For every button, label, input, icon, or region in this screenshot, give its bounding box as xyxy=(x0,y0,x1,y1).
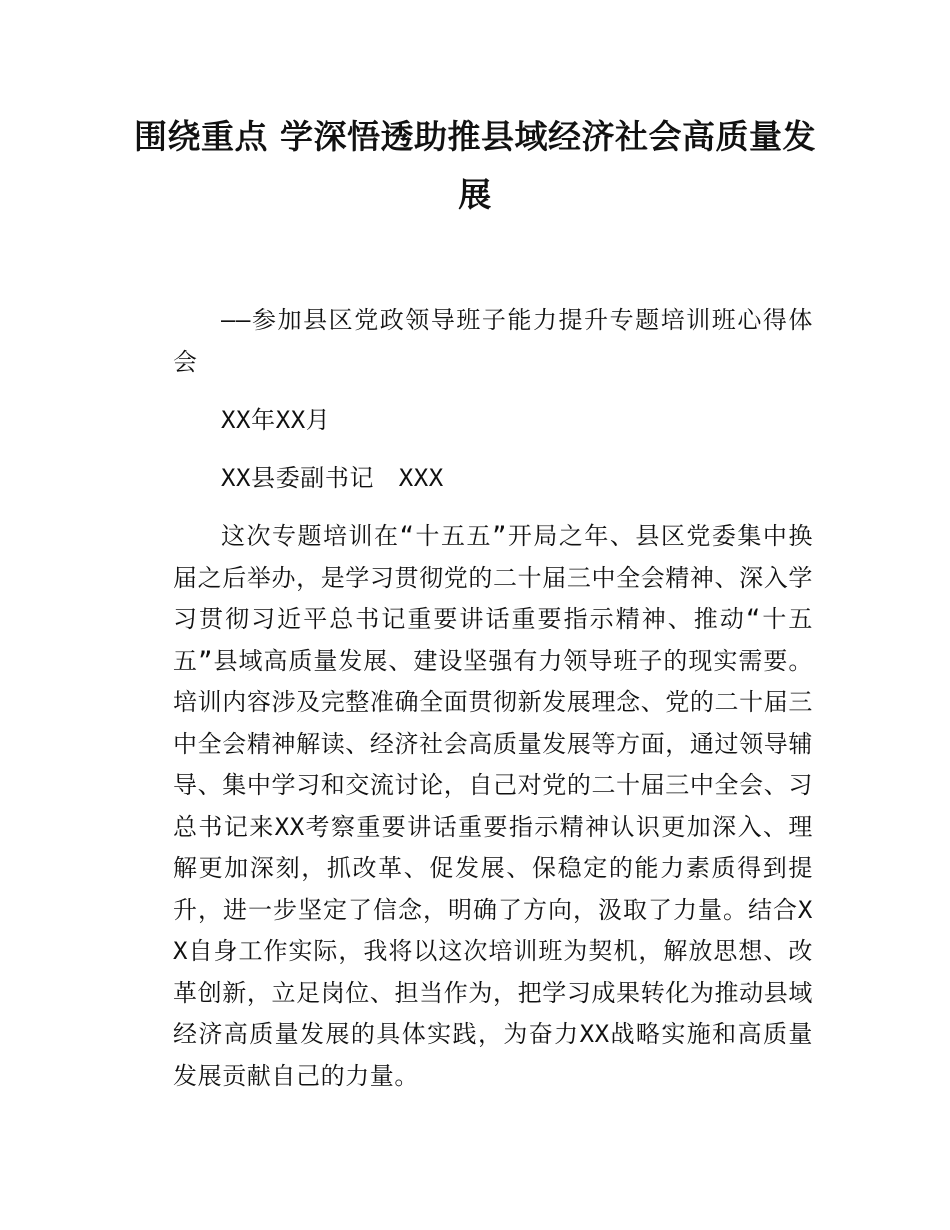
document-author: XX县委副书记 XXX xyxy=(221,464,444,492)
document-date: XX年XX月 xyxy=(221,406,331,434)
document-subtitle: ——参加县区党政领导班子能力提升专题培训班心得体会 xyxy=(173,306,813,376)
document-title: 围绕重点 学深悟透助推县域经济社会高质量发展 xyxy=(134,117,816,214)
body-paragraph: 这次专题培训在“十五五”开局之年、县区党委集中换届之后举办，是学习贯彻党的二十届三中全会精神、深入学习贯彻习近平总书记重要讲话重要指示精神、推动“十五五”县域高质量发展、建设坚强有力领导班子的现实需要。培训内容涉及完整准确全面贯彻新发展理念、党的二十届三中全会精神解读、经济社会高质量发展等方面，通过领导辅导、集中学习和交流讨论，自己对党的二十届三中全会、习总书记来XX考察重要讲话重要指示精神认识更加深入、理解更加深刻，抓改革、促发展、保稳定的能力素质得到提升，进一步坚定了信念，明确了方向，汲取了力量。结合XX自身工作实际，我将以这次培训班为契机，解放思想、改革创新，立足岗位、担当作为，把学习成果转化为推动县域经济高质量发展的具体实践，为奋力XX战略实施和高质量发展贡献自己的力量。 xyxy=(173,522,813,1090)
